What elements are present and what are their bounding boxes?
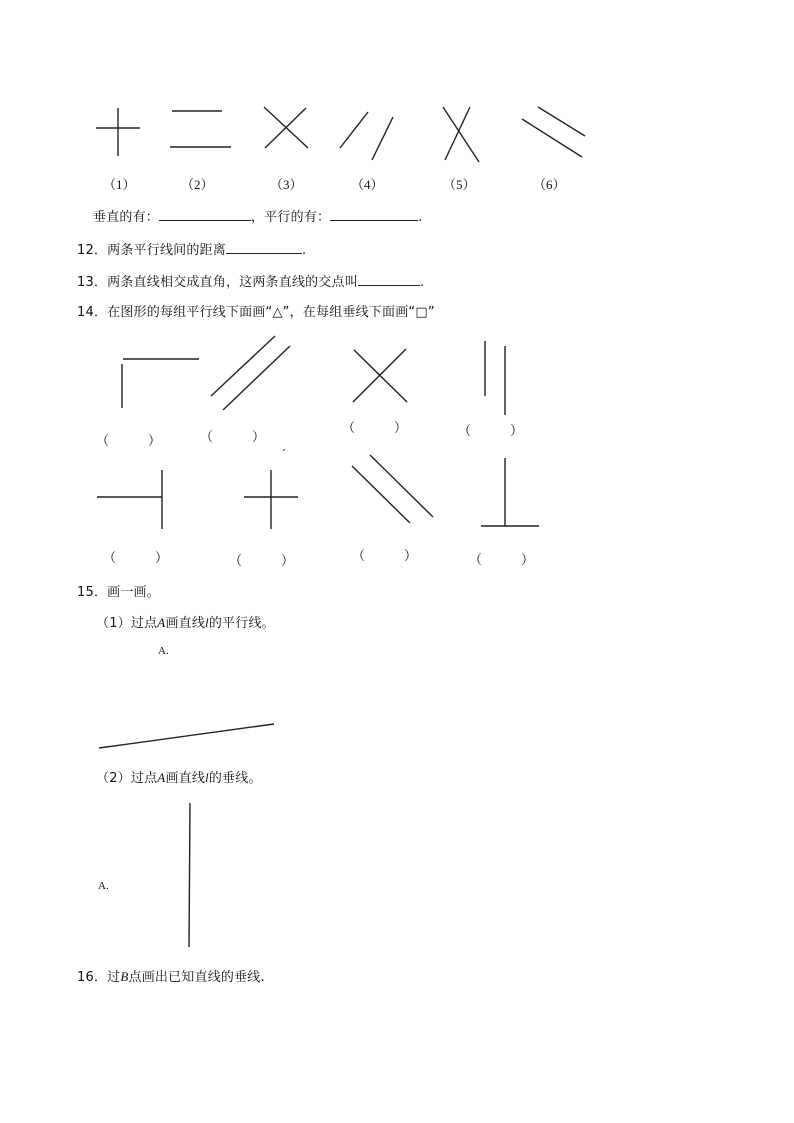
q14-answer-7[interactable]: （ ） bbox=[352, 549, 418, 564]
q11-label-2: （2） bbox=[181, 177, 214, 192]
q11-figure-2 bbox=[170, 111, 231, 147]
question-16 bbox=[77, 966, 265, 985]
question-12-blank[interactable] bbox=[226, 241, 302, 254]
q15-2-point: A bbox=[157, 770, 166, 785]
q15-2-line-l bbox=[189, 803, 190, 947]
question-13-text: 13．两条直线相交成直角，这两条直线的交点叫 bbox=[77, 275, 358, 290]
question-15-title: 15．画一画。 bbox=[77, 585, 160, 600]
q15-2-suffix: 的垂线。 bbox=[208, 771, 262, 786]
q11-figure-3 bbox=[264, 107, 308, 148]
question-15-part-2 bbox=[96, 767, 262, 786]
q11-label-3: （3） bbox=[270, 177, 303, 192]
q14-figure-5 bbox=[97, 470, 162, 529]
q11-label-4: （4） bbox=[351, 177, 384, 192]
q14-answer-1[interactable]: （ ） bbox=[96, 434, 162, 449]
q11-figure-5 bbox=[443, 107, 479, 162]
question-15-part-1 bbox=[96, 612, 275, 631]
q15-2-point-a: A. bbox=[98, 880, 109, 892]
q14-figure-4 bbox=[485, 341, 505, 415]
q15-1-mid: 画直线 bbox=[165, 616, 206, 631]
q15-1-line-name: l bbox=[205, 615, 209, 630]
q14-figure-8 bbox=[481, 458, 539, 526]
q14-figure-7 bbox=[352, 455, 433, 523]
q15-1-line-l bbox=[99, 724, 274, 748]
question-13-end: . bbox=[419, 275, 425, 290]
vertical-answer-blank[interactable] bbox=[159, 208, 251, 221]
question-12-text: 12．两条平行线间的距离 bbox=[77, 243, 226, 258]
q14-answer-4[interactable]: （ ） bbox=[458, 424, 524, 439]
q11-figure-1 bbox=[96, 108, 140, 156]
q15-1-point: A bbox=[157, 615, 166, 630]
q11-label-6: （6） bbox=[533, 177, 566, 192]
q14-figure-3 bbox=[353, 349, 407, 402]
q15-2-prefix: （2）过点 bbox=[96, 771, 158, 786]
parallel-prompt: ，平行的有： bbox=[251, 210, 331, 225]
question-12-end: . bbox=[301, 243, 307, 258]
question-14-text: 14．在图形的每组平行线下面画“△”，在每组垂线下面画“□” bbox=[77, 305, 435, 320]
q11-figure-4 bbox=[340, 112, 393, 160]
q11-end: . bbox=[418, 210, 423, 225]
q14-figure-6 bbox=[244, 470, 298, 529]
q15-1-prefix: （1）过点 bbox=[96, 616, 158, 631]
q16-suffix: 点画出已知直线的垂线. bbox=[128, 970, 265, 985]
question-13 bbox=[77, 271, 424, 290]
q11-label-5: （5） bbox=[443, 177, 476, 192]
q15-2-mid: 画直线 bbox=[165, 771, 206, 786]
question-13-blank[interactable] bbox=[358, 273, 420, 286]
q14-answer-3[interactable]: （ ） bbox=[342, 421, 408, 436]
q16-prefix: 16．过 bbox=[77, 970, 121, 985]
q11-label-1: （1） bbox=[103, 177, 136, 192]
q14-figure-2 bbox=[211, 336, 290, 410]
q15-2-line-name: l bbox=[205, 770, 209, 785]
q16-point: B bbox=[120, 969, 129, 984]
q15-1-suffix: 的平行线。 bbox=[208, 616, 275, 631]
q14-answer-8[interactable]: （ ） bbox=[469, 553, 535, 568]
parallel-answer-blank[interactable] bbox=[330, 208, 418, 221]
q11-answer-line bbox=[93, 206, 423, 225]
question-12 bbox=[77, 239, 306, 258]
q14-answer-6[interactable]: （ ） bbox=[229, 554, 295, 569]
q14-answer-2[interactable]: （ ） bbox=[200, 430, 266, 445]
vertical-prompt: 垂直的有： bbox=[93, 210, 160, 225]
q14-answer-5[interactable]: （ ） bbox=[103, 551, 169, 566]
q15-1-point-a: A. bbox=[158, 645, 169, 657]
q14-figure-1 bbox=[122, 359, 199, 408]
q11-figure-6 bbox=[522, 107, 585, 157]
